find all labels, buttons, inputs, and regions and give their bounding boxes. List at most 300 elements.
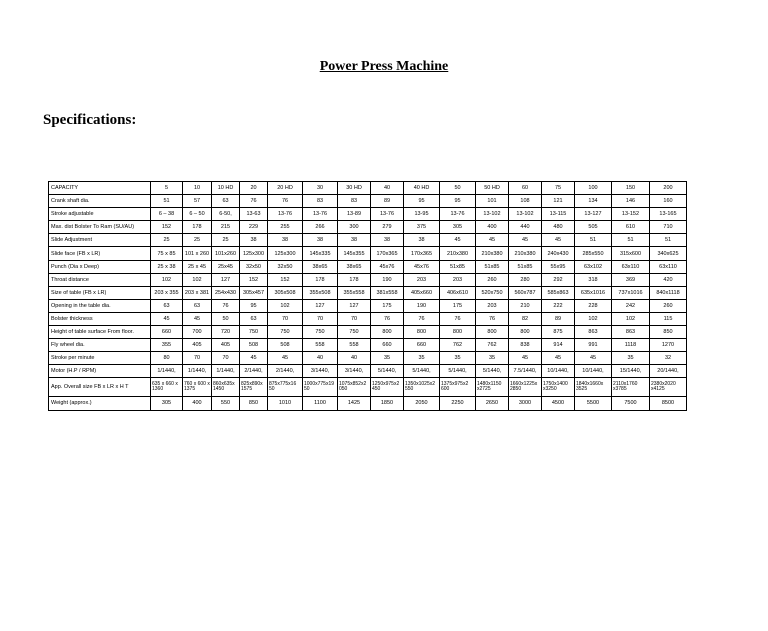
table-cell: 25 — [183, 234, 212, 247]
table-cell: 38x65 — [303, 260, 338, 273]
table-cell: 102 — [268, 299, 303, 312]
table-cell: 40 — [338, 352, 371, 365]
table-cell: 405 — [183, 339, 212, 352]
table-cell: 8500 — [650, 397, 687, 410]
table-cell: 89 — [371, 195, 404, 208]
table-cell: 76 — [212, 299, 240, 312]
table-cell: 1375x975x2 600 — [440, 378, 476, 397]
table-cell: 13-102 — [509, 208, 542, 221]
table-cell: 63x110 — [650, 260, 687, 273]
table-cell: 175 — [371, 299, 404, 312]
table-cell: 550 — [212, 397, 240, 410]
table-row — [49, 326, 687, 339]
table-cell: 190 — [371, 273, 404, 286]
table-cell: 25 — [151, 234, 183, 247]
table-row — [49, 397, 687, 410]
table-cell: 558 — [338, 339, 371, 352]
table-cell: 203 — [404, 273, 440, 286]
table-cell: 710 — [650, 221, 687, 234]
table-cell: 55x95 — [542, 260, 575, 273]
table-cell: 860x635x 1450 — [212, 378, 240, 397]
table-cell: 115 — [650, 312, 687, 325]
table-cell: 70 — [212, 352, 240, 365]
table-header-row — [49, 182, 687, 195]
table-cell: 210x380 — [476, 247, 509, 260]
table-cell: 1118 — [612, 339, 650, 352]
capacity-value-cell: 20 — [240, 182, 268, 195]
table-cell: 45 — [151, 312, 183, 325]
table-cell: 35 — [476, 352, 509, 365]
table-cell: 13-76 — [303, 208, 338, 221]
table-cell: 63x110 — [612, 260, 650, 273]
table-cell: 70 — [338, 312, 371, 325]
table-cell: 260 — [476, 273, 509, 286]
table-cell: 20/1440, — [650, 365, 687, 378]
table-cell: 10/1440, — [542, 365, 575, 378]
table-cell: 2650 — [476, 397, 509, 410]
table-cell: 63 — [240, 312, 268, 325]
section-heading: Specifications: — [43, 112, 137, 128]
table-cell: 51x85 — [440, 260, 476, 273]
table-cell: 6 – 38 — [151, 208, 183, 221]
table-cell: 38x65 — [338, 260, 371, 273]
table-cell: 175 — [440, 299, 476, 312]
table-cell: 101 x 260 — [183, 247, 212, 260]
table-cell: 355 — [151, 339, 183, 352]
table-cell: 76 — [476, 312, 509, 325]
table-cell: 720 — [212, 326, 240, 339]
table-cell: 89 — [542, 312, 575, 325]
table-cell: 260 — [650, 299, 687, 312]
table-cell: 13-102 — [476, 208, 509, 221]
table-cell: 305 — [151, 397, 183, 410]
table-cell: 840x1118 — [650, 286, 687, 299]
table-cell: 101x260 — [212, 247, 240, 260]
table-cell: 5/1440, — [371, 365, 404, 378]
table-cell: 3000 — [509, 397, 542, 410]
document-title: Power Press Machine — [319, 59, 449, 74]
table-cell: 75 x 85 — [151, 247, 183, 260]
spec-label-cell: Slide Adjustment — [49, 234, 151, 247]
table-cell: 57 — [183, 195, 212, 208]
table-cell: 38 — [404, 234, 440, 247]
table-cell: 203 — [440, 273, 476, 286]
table-cell: 203 — [476, 299, 509, 312]
table-cell: 850 — [650, 326, 687, 339]
table-cell: 2380x2020 x4125 — [650, 378, 687, 397]
spec-label-cell: Slide face (FB x LR) — [49, 247, 151, 260]
table-cell: 127 — [338, 299, 371, 312]
table-row — [49, 312, 687, 325]
table-row — [49, 286, 687, 299]
table-cell: 35 — [404, 352, 440, 365]
table-cell: 355x558 — [338, 286, 371, 299]
table-cell: 70 — [183, 352, 212, 365]
table-cell: 1/1440, — [151, 365, 183, 378]
table-cell: 13-165 — [650, 208, 687, 221]
table-cell: 76 — [404, 312, 440, 325]
table-row — [49, 221, 687, 234]
table-cell: 152 — [151, 221, 183, 234]
table-cell: 1100 — [303, 397, 338, 410]
table-cell: 95 — [240, 299, 268, 312]
table-cell: 178 — [303, 273, 338, 286]
table-cell: 825x890x 1575 — [240, 378, 268, 397]
table-cell: 875x775x16 50 — [268, 378, 303, 397]
table-cell: 13-76 — [440, 208, 476, 221]
table-cell: 1/1440, — [183, 365, 212, 378]
table-cell: 750 — [240, 326, 268, 339]
table-cell: 170x365 — [371, 247, 404, 260]
table-cell: 240x430 — [542, 247, 575, 260]
capacity-header-cell: CAPACITY — [49, 182, 151, 195]
spec-label-cell: Weight (approx.) — [49, 397, 151, 410]
table-cell: 800 — [476, 326, 509, 339]
table-cell: 51 — [650, 234, 687, 247]
table-cell: 63 — [212, 195, 240, 208]
table-cell: 875 — [542, 326, 575, 339]
capacity-value-cell: 10 — [183, 182, 212, 195]
table-cell: 242 — [612, 299, 650, 312]
table-cell: 762 — [476, 339, 509, 352]
table-cell: 146 — [612, 195, 650, 208]
table-cell: 190 — [404, 299, 440, 312]
table-row — [49, 339, 687, 352]
table-cell: 318 — [575, 273, 612, 286]
table-cell: 315x600 — [612, 247, 650, 260]
table-cell: 2/1440, — [240, 365, 268, 378]
table-cell: 13-95 — [404, 208, 440, 221]
table-cell: 125x300 — [268, 247, 303, 260]
table-cell: 82 — [509, 312, 542, 325]
table-cell: 7500 — [612, 397, 650, 410]
table-cell: 76 — [268, 195, 303, 208]
capacity-value-cell: 10 HD — [212, 182, 240, 195]
table-cell: 2/1440, — [268, 365, 303, 378]
table-row — [49, 247, 687, 260]
capacity-value-cell: 50 HD — [476, 182, 509, 195]
table-cell: 25 — [212, 234, 240, 247]
spec-label-cell: Punch (Dia x Deep) — [49, 260, 151, 273]
spec-label-cell: Stroke per minute — [49, 352, 151, 365]
table-cell: 15/1440, — [612, 365, 650, 378]
capacity-value-cell: 75 — [542, 182, 575, 195]
table-cell: 45x76 — [371, 260, 404, 273]
table-cell: 160 — [650, 195, 687, 208]
table-cell: 45 — [183, 312, 212, 325]
table-cell: 420 — [650, 273, 687, 286]
table-cell: 850 — [240, 397, 268, 410]
table-cell: 45 — [542, 352, 575, 365]
table-cell: 145x355 — [338, 247, 371, 260]
table-cell: 305 — [440, 221, 476, 234]
table-cell: 375 — [404, 221, 440, 234]
table-cell: 45 — [476, 234, 509, 247]
table-cell: 300 — [338, 221, 371, 234]
table-cell: 95 — [440, 195, 476, 208]
table-cell: 480 — [542, 221, 575, 234]
table-cell: 405 — [212, 339, 240, 352]
table-cell: 660 — [151, 326, 183, 339]
table-cell: 1/1440, — [212, 365, 240, 378]
table-cell: 508 — [240, 339, 268, 352]
table-cell: 406x610 — [440, 286, 476, 299]
table-cell: 5/1440, — [404, 365, 440, 378]
table-cell: 254x430 — [212, 286, 240, 299]
table-cell: 203 x 381 — [183, 286, 212, 299]
table-cell: 203 x 355 — [151, 286, 183, 299]
table-cell: 1010 — [268, 397, 303, 410]
table-cell: 178 — [183, 221, 212, 234]
capacity-value-cell: 30 — [303, 182, 338, 195]
spec-label-cell: Crank shaft dia. — [49, 195, 151, 208]
table-cell: 13-63 — [240, 208, 268, 221]
capacity-value-cell: 5 — [151, 182, 183, 195]
table-cell: 1750x1400 x3250 — [542, 378, 575, 397]
table-cell: 285x550 — [575, 247, 612, 260]
table-cell: 3/1440, — [303, 365, 338, 378]
table-cell: 80 — [151, 352, 183, 365]
table-cell: 102 — [151, 273, 183, 286]
table-cell: 255 — [268, 221, 303, 234]
capacity-value-cell: 100 — [575, 182, 612, 195]
table-row — [49, 378, 687, 397]
table-cell: 660 — [404, 339, 440, 352]
table-cell: 13-127 — [575, 208, 612, 221]
table-cell: 45 — [240, 352, 268, 365]
table-cell: 51x85 — [476, 260, 509, 273]
table-cell: 45 — [509, 352, 542, 365]
table-cell: 210x380 — [440, 247, 476, 260]
table-cell: 25x45 — [212, 260, 240, 273]
table-cell: 13-152 — [612, 208, 650, 221]
table-cell: 121 — [542, 195, 575, 208]
table-cell: 1000x775x19 50 — [303, 378, 338, 397]
table-cell: 51 — [612, 234, 650, 247]
table-cell: 95 — [404, 195, 440, 208]
table-cell: 40 — [303, 352, 338, 365]
table-cell: 520x750 — [476, 286, 509, 299]
spec-label-cell: Height of table surface From floor. — [49, 326, 151, 339]
table-cell: 863 — [612, 326, 650, 339]
table-cell: 2250 — [440, 397, 476, 410]
table-cell: 45 — [440, 234, 476, 247]
table-row — [49, 234, 687, 247]
table-row — [49, 365, 687, 378]
capacity-value-cell: 30 HD — [338, 182, 371, 195]
table-cell: 585x863 — [542, 286, 575, 299]
table-cell: 5500 — [575, 397, 612, 410]
table-cell: 1350x1025x2 550 — [404, 378, 440, 397]
table-cell: 63 — [183, 299, 212, 312]
spec-label-cell: Size of table (FB x LR) — [49, 286, 151, 299]
table-cell: 76 — [440, 312, 476, 325]
table-cell: 50 — [212, 312, 240, 325]
table-cell: 102 — [183, 273, 212, 286]
table-cell: 914 — [542, 339, 575, 352]
table-cell: 279 — [371, 221, 404, 234]
table-cell: 35 — [371, 352, 404, 365]
table-cell: 45 — [575, 352, 612, 365]
table-row — [49, 208, 687, 221]
table-cell: 1425 — [338, 397, 371, 410]
table-cell: 13-89 — [338, 208, 371, 221]
table-cell: 32x50 — [268, 260, 303, 273]
table-row — [49, 273, 687, 286]
table-cell: 38 — [338, 234, 371, 247]
table-cell: 76 — [371, 312, 404, 325]
table-cell: 51 — [575, 234, 612, 247]
table-cell: 215 — [212, 221, 240, 234]
table-cell: 35 — [612, 352, 650, 365]
table-cell: 4500 — [542, 397, 575, 410]
table-cell: 737x1016 — [612, 286, 650, 299]
table-row — [49, 195, 687, 208]
table-cell: 280 — [509, 273, 542, 286]
table-cell: 83 — [303, 195, 338, 208]
table-cell: 25 x 45 — [183, 260, 212, 273]
table-cell: 25 x 38 — [151, 260, 183, 273]
table-cell: 2110x1760 x3785 — [612, 378, 650, 397]
table-cell: 750 — [338, 326, 371, 339]
table-cell: 750 — [268, 326, 303, 339]
table-cell: 838 — [509, 339, 542, 352]
table-cell: 76 — [240, 195, 268, 208]
table-cell: 635x1016 — [575, 286, 612, 299]
table-cell: 400 — [476, 221, 509, 234]
table-cell: 560x787 — [509, 286, 542, 299]
table-cell: 505 — [575, 221, 612, 234]
spec-label-cell: Throat distance — [49, 273, 151, 286]
table-cell: 32 — [650, 352, 687, 365]
table-cell: 13-76 — [371, 208, 404, 221]
table-cell: 800 — [509, 326, 542, 339]
table-cell: 38 — [240, 234, 268, 247]
table-cell: 660 — [371, 339, 404, 352]
table-cell: 7.5/1440, — [509, 365, 542, 378]
table-cell: 45 — [509, 234, 542, 247]
table-cell: 152 — [268, 273, 303, 286]
capacity-value-cell: 40 HD — [404, 182, 440, 195]
table-cell: 229 — [240, 221, 268, 234]
table-cell: 178 — [338, 273, 371, 286]
table-cell: 108 — [509, 195, 542, 208]
table-cell: 700 — [183, 326, 212, 339]
table-cell: 381x558 — [371, 286, 404, 299]
table-cell: 51 — [151, 195, 183, 208]
table-cell: 1480x1150 x2725 — [476, 378, 509, 397]
table-cell: 1850 — [371, 397, 404, 410]
spec-label-cell: Stroke adjustable — [49, 208, 151, 221]
capacity-value-cell: 200 — [650, 182, 687, 195]
table-cell: 800 — [440, 326, 476, 339]
table-cell: 45 — [268, 352, 303, 365]
table-cell: 228 — [575, 299, 612, 312]
capacity-value-cell: 150 — [612, 182, 650, 195]
table-cell: 127 — [212, 273, 240, 286]
table-cell: 369 — [612, 273, 650, 286]
table-cell: 266 — [303, 221, 338, 234]
table-cell: 63x102 — [575, 260, 612, 273]
table-cell: 1270 — [650, 339, 687, 352]
table-cell: 83 — [338, 195, 371, 208]
table-cell: 63 — [151, 299, 183, 312]
table-cell: 45 — [542, 234, 575, 247]
table-cell: 38 — [268, 234, 303, 247]
table-cell: 127 — [303, 299, 338, 312]
table-cell: 38 — [371, 234, 404, 247]
table-cell: 5/1440, — [440, 365, 476, 378]
table-cell: 6 – 50 — [183, 208, 212, 221]
table-cell: 102 — [575, 312, 612, 325]
capacity-value-cell: 60 — [509, 182, 542, 195]
table-cell: 610 — [612, 221, 650, 234]
table-cell: 305x457 — [240, 286, 268, 299]
table-cell: 170x365 — [404, 247, 440, 260]
table-cell: 102 — [612, 312, 650, 325]
table-row — [49, 299, 687, 312]
table-cell: 355x508 — [303, 286, 338, 299]
table-cell: 145x335 — [303, 247, 338, 260]
table-cell: 5/1440, — [476, 365, 509, 378]
table-cell: 1075x852x2 050 — [338, 378, 371, 397]
table-cell: 292 — [542, 273, 575, 286]
table-cell: 210x380 — [509, 247, 542, 260]
table-cell: 558 — [303, 339, 338, 352]
table-row — [49, 352, 687, 365]
table-cell: 70 — [268, 312, 303, 325]
table-cell: 13-76 — [268, 208, 303, 221]
table-cell: 800 — [371, 326, 404, 339]
table-cell: 991 — [575, 339, 612, 352]
spec-label-cell: Max. dist Bolster To Ram (SU/AU) — [49, 221, 151, 234]
table-cell: 305x508 — [268, 286, 303, 299]
table-cell: 51x85 — [509, 260, 542, 273]
table-cell: 1250x975x2 450 — [371, 378, 404, 397]
table-cell: 38 — [303, 234, 338, 247]
table-cell: 125x300 — [240, 247, 268, 260]
table-cell: 13-115 — [542, 208, 575, 221]
table-cell: 760 x 600 x 1375 — [183, 378, 212, 397]
specifications-table — [48, 181, 687, 411]
table-cell: 800 — [404, 326, 440, 339]
table-cell: 1660x1225x 2850 — [509, 378, 542, 397]
table-cell: 45x76 — [404, 260, 440, 273]
spec-label-cell: Opening in the table dia. — [49, 299, 151, 312]
capacity-value-cell: 20 HD — [268, 182, 303, 195]
table-row — [49, 260, 687, 273]
table-cell: 70 — [303, 312, 338, 325]
table-cell: 1840x1660x 3525 — [575, 378, 612, 397]
table-cell: 440 — [509, 221, 542, 234]
table-cell: 32x50 — [240, 260, 268, 273]
table-cell: 863 — [575, 326, 612, 339]
capacity-value-cell: 50 — [440, 182, 476, 195]
table-cell: 35 — [440, 352, 476, 365]
table-cell: 340x625 — [650, 247, 687, 260]
table-cell: 6-50, — [212, 208, 240, 221]
table-cell: 134 — [575, 195, 612, 208]
capacity-value-cell: 40 — [371, 182, 404, 195]
spec-label-cell: Bolster thickness — [49, 312, 151, 325]
table-cell: 400 — [183, 397, 212, 410]
spec-label-cell: Motor (H.P / RPM) — [49, 365, 151, 378]
table-cell: 210 — [509, 299, 542, 312]
spec-label-cell: App. Overall size FB x LR x H T — [49, 378, 151, 397]
table-cell: 635 x 660 x 1360 — [151, 378, 183, 397]
table-cell: 508 — [268, 339, 303, 352]
table-cell: 750 — [303, 326, 338, 339]
